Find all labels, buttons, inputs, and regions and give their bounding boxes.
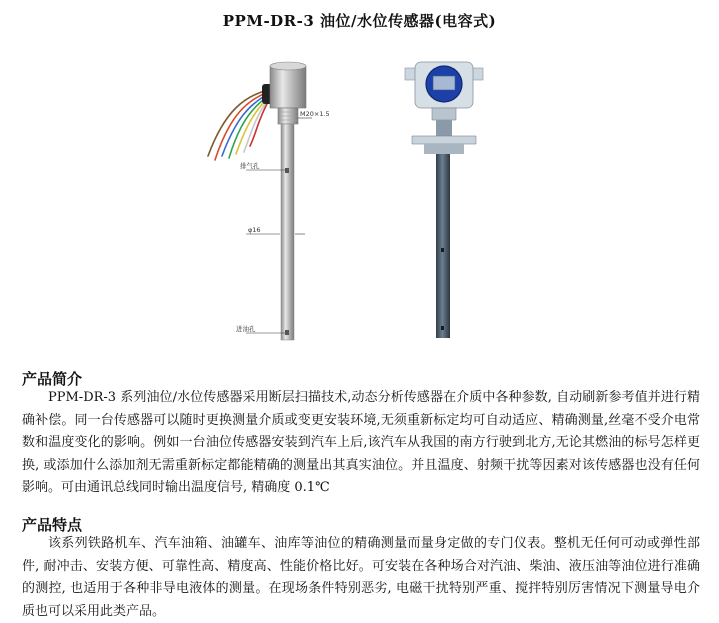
sensor-stainless: [208, 62, 330, 340]
sensor-wires: [208, 90, 268, 160]
sensor-display: [405, 62, 483, 338]
label-inlet: 进油孔: [236, 325, 256, 333]
label-thread: M20×1.5: [300, 110, 330, 118]
page-title: PPM-DR-3 油位/水位传感器(电容式): [222, 12, 497, 30]
section-body-features: 该系列铁路机车、汽车油箱、油罐车、油库等油位的精确测量而量身定做的专门仪表。整机无任何可动或弹性部件, 耐冲击、安装方便、可靠性高、精度高、性能价格比好。可安装在各种场合对汽油、柴油、液压油等油位进行准确的测控, 也适用于各种非导电液体的测量。在现场条件特别恶劣, 电磁干扰特别严重、搅拌特别厉害情况下测量导电介质也可以采用此类产品。: [22, 536, 700, 619]
label-rod-diameter: φ16: [248, 226, 261, 234]
section-heading-features: 产品特点: [22, 516, 83, 534]
product-figure: [0, 48, 719, 348]
section-heading-intro: 产品简介: [22, 370, 83, 388]
section-body-intro: PPM-DR-3 系列油位/水位传感器采用断层扫描技术,动态分析传感器在介质中各种参数, 自动刷新参考值并进行精确补偿。同一台传感器可以随时更换测量介质或变更安装环境,无须重新标定均可自动适应、精确测量,丝毫不受介电常数和温度变化的影响。例如一台油位传感器安装到汽车上后,该汽车从我国的南方行驶到北方,无论其燃油的标号怎样更换, 或添加什么添加剂无需重新标定都能精确的测量出其真实油位。并且温度、射频干扰等因素对该传感器也没有任何影响。可由通讯总线同时输出温度信号, 精确度 0.1℃: [22, 390, 700, 495]
label-vent: 排气孔: [240, 162, 260, 170]
